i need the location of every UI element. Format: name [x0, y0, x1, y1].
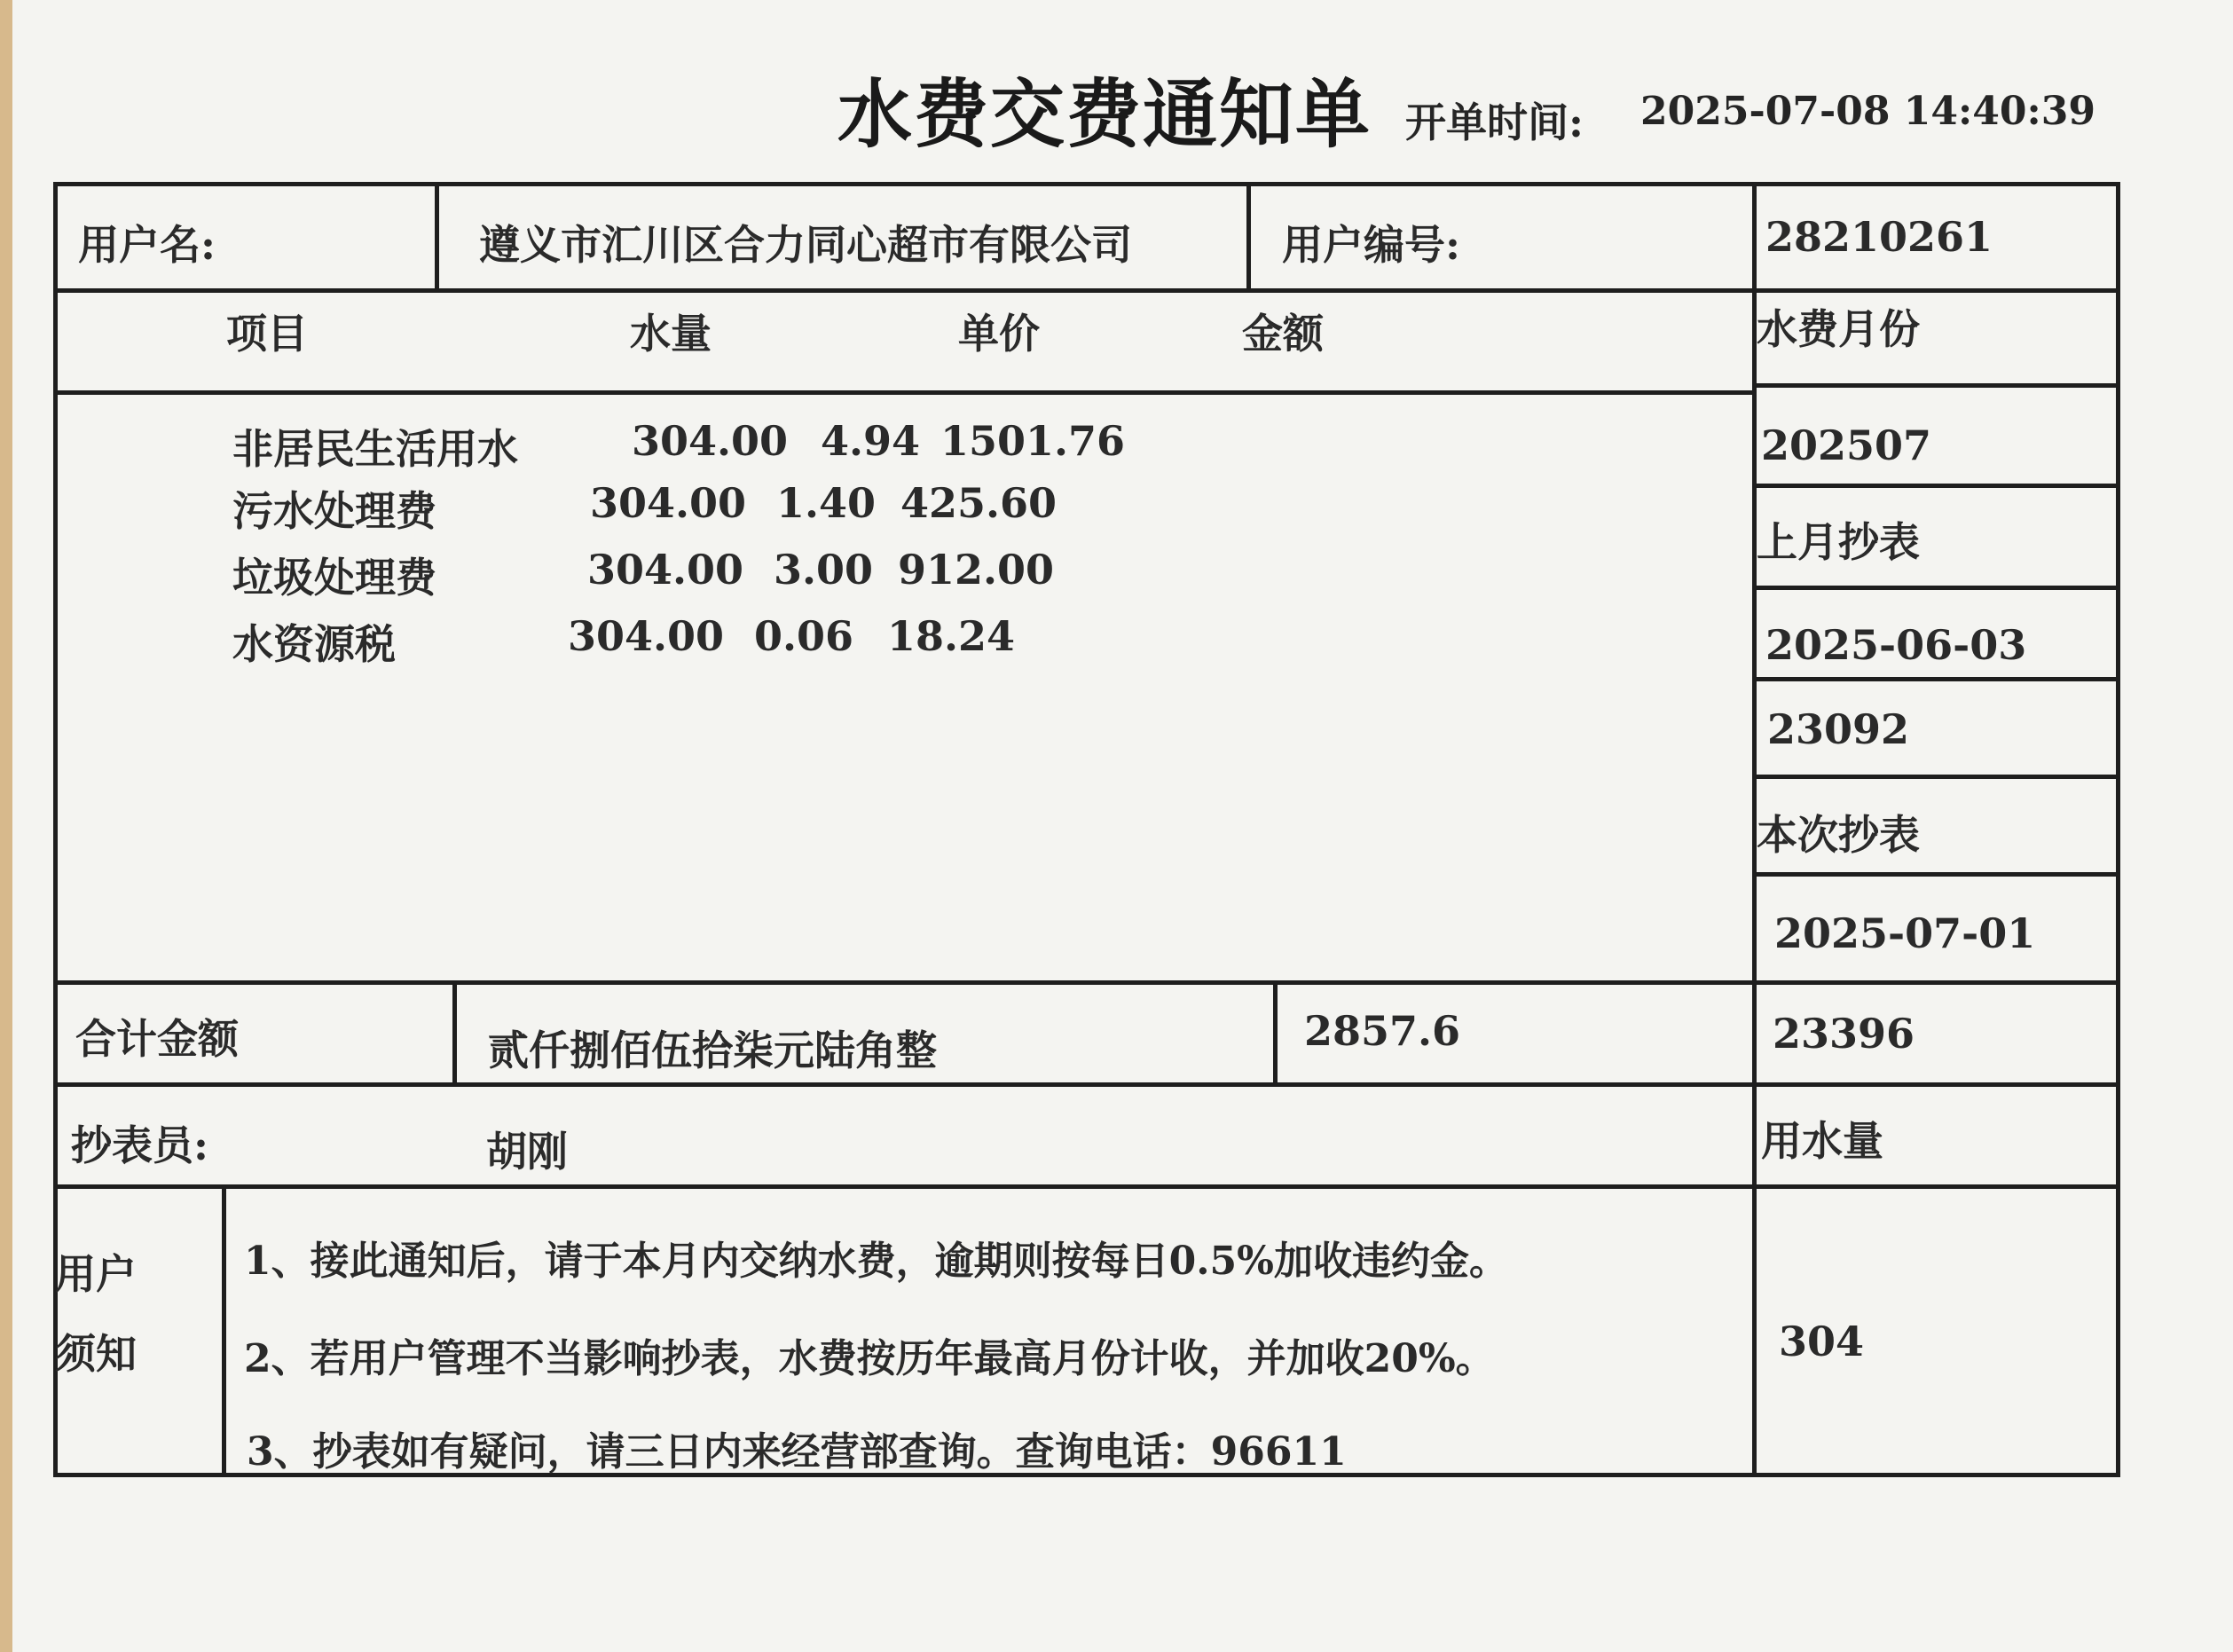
total-value: 2857.6: [1304, 1007, 1461, 1055]
row-price: 4.94: [821, 417, 921, 465]
total-uppercase: 贰仟捌佰伍拾柒元陆角整: [488, 1027, 937, 1074]
issue-time-label: 开单时间:: [1405, 98, 1584, 146]
side-this-label: 本次抄表: [1757, 811, 1920, 859]
notice-item: 2、若用户管理不当影响抄表，水费按历年最高月份计收，并加收20%。: [244, 1336, 1495, 1381]
side-this-date: 2025-07-01: [1774, 909, 2036, 957]
side-usage-label: 用水量: [1761, 1117, 1883, 1165]
issue-time-value: 2025-07-08 14:40:39: [1640, 89, 2095, 134]
row-amount: 18.24: [887, 612, 1016, 660]
rule-total: [53, 980, 2120, 985]
row-amount: 425.60: [900, 479, 1058, 527]
row-item: 水资源税: [232, 620, 396, 668]
side-this-reading: 23396: [1773, 1010, 1915, 1058]
header-item: 项目: [226, 310, 308, 358]
row-price: 0.06: [754, 612, 854, 660]
side-last-reading: 23092: [1767, 705, 1910, 753]
notice-label-line1: 用户: [55, 1250, 137, 1298]
reader-label: 抄表员:: [71, 1121, 208, 1169]
rule-v-notice: [222, 1184, 226, 1477]
reader-value: 胡刚: [486, 1128, 568, 1176]
row-volume: 304.00: [590, 479, 747, 527]
row-price: 3.00: [774, 546, 874, 594]
rule-side-6: [1752, 872, 2120, 877]
rule-reader: [53, 1082, 2120, 1087]
rule-side-1: [1752, 383, 2120, 388]
row-item: 非居民生活用水: [232, 425, 518, 473]
row-volume: 304.00: [568, 612, 725, 660]
customer-number-label: 用户编号:: [1282, 221, 1460, 269]
customer-name-value: 遵义市汇川区合力同心超市有限公司: [479, 221, 1132, 269]
row-item: 污水处理费: [232, 487, 436, 535]
side-month-label: 水费月份: [1757, 305, 1920, 353]
row-volume: 304.00: [632, 417, 789, 465]
header-price: 单价: [958, 310, 1040, 358]
rule-v-total-label: [452, 980, 457, 1082]
rule-side-2: [1752, 484, 2120, 488]
side-last-label: 上月抄表: [1757, 518, 1920, 566]
row-amount: 912.00: [898, 546, 1055, 594]
rule-header: [53, 288, 2120, 293]
rule-v-number: [1246, 182, 1251, 288]
side-month-value: 202507: [1761, 421, 1932, 469]
customer-name-label: 用户名:: [78, 221, 216, 269]
row-amount: 1501.76: [940, 417, 1126, 465]
rule-side-4: [1752, 677, 2120, 681]
notice-label-line2: 须知: [55, 1330, 137, 1378]
rule-side-5: [1752, 775, 2120, 779]
rule-columns: [53, 390, 1757, 395]
notice-item: 1、接此通知后，请于本月内交纳水费，逾期则按每日0.5%加收违约金。: [244, 1239, 1508, 1284]
header-volume: 水量: [630, 310, 712, 358]
rule-v-name: [435, 182, 439, 288]
total-label: 合计金额: [75, 1015, 239, 1063]
customer-number-value: 28210261: [1765, 213, 1993, 261]
row-volume: 304.00: [587, 546, 744, 594]
document-title: 水费交费通知单: [837, 70, 1372, 158]
side-last-date: 2025-06-03: [1765, 621, 2027, 669]
rule-v-total-value: [1273, 980, 1278, 1082]
row-item: 垃圾处理费: [232, 554, 436, 602]
notice-item: 3、抄表如有疑问，请三日内来经营部查询。查询电话：96611: [247, 1429, 1347, 1475]
side-usage-value: 304: [1779, 1318, 1865, 1365]
header-amount: 金额: [1242, 310, 1324, 358]
rule-notice: [53, 1184, 2120, 1189]
rule-side-3: [1752, 586, 2120, 590]
row-price: 1.40: [776, 479, 877, 527]
